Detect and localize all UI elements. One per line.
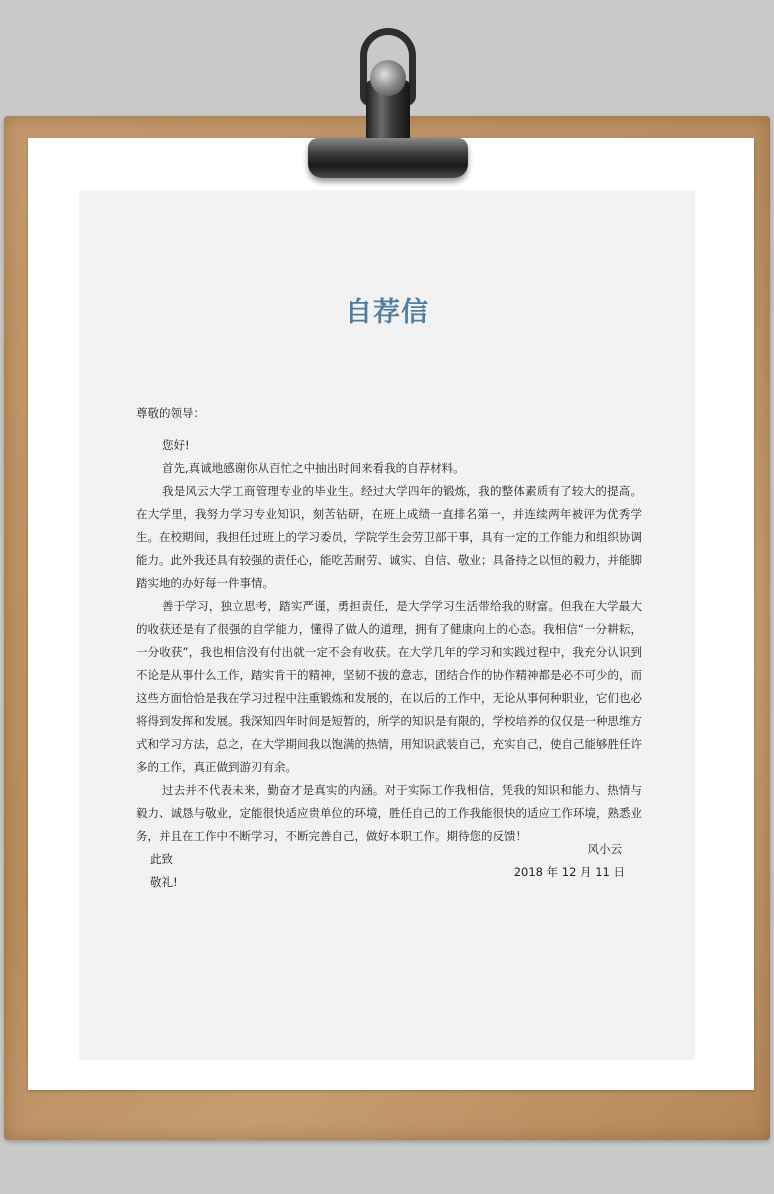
letter-date: 2018 年 12 月 11 日 <box>513 865 625 879</box>
signature-block <box>470 838 625 884</box>
greeting: 您好! <box>162 438 190 452</box>
paragraph-strengths: 善于学习，独立思考，踏实严谨，勇担责任，是大学学习生活带给我的财富。但我在大学最大的收获还是有了很强的自学能力，懂得了做人的道理，拥有了健康向上的心态。我相信“一分耕耘，一分收获”，我也相信没有付出就一定不会有收获。在大学几年的学习和实践过程中，我充分认识到不论是从事什么工作，踏实肯干的精神，坚韧不拔的意志，团结合作的协作精神都是必不可少的，而这些方面恰恰是我在学习过程中注重锻炼和发展的，在以后的工作中，无论从事何种职业，它们也必将得到发挥和发展。我深知四年时间是短暂的，所学的知识是有限的，学校培养的仅仅是一种思维方式和学习方法，总之，在大学期间我以饱满的热情，用知识武装自己，充实自己，使自己能够胜任许多的工作，真正做到游刃有余。 <box>136 599 642 774</box>
paragraph-conclusion: 过去并不代表未来，勤奋才是真实的内涵。对于实际工作我相信，凭我的知识和能力、热情与毅力、诚恳与敬业，定能很快适应贵单位的环境，胜任自己的工作我能很快的适应工作环境，熟悉业务，并且在工作中不断学习，不断完善自己，做好本职工作。期待您的反馈！ <box>136 783 642 843</box>
clip-pivot <box>370 60 406 96</box>
paragraph-introduction: 我是风云大学工商管理专业的毕业生。经过大学四年的锻炼，我的整体素质有了较大的提高。在大学里，我努力学习专业知识，刻苦钻研，在班上成绩一直排名第一，并连续两年被评为优秀学生。在校期间，我担任过班上的学习委员，学院学生会劳卫部干事，具有一定的工作能力和组织协调能力。此外我还具有较强的责任心，能吃苦耐劳、诚实、自信、敬业；具备持之以恒的毅力，并能脚踏实地的办好每一件事情。 <box>136 484 642 590</box>
paragraph-thanks: 首先,真诚地感谢你从百忙之中抽出时间来看我的自荐材料。 <box>162 461 465 475</box>
closing-line-2: 敬礼! <box>150 875 178 889</box>
letter-title: 自荐信 <box>345 297 429 328</box>
clip-base <box>308 138 468 178</box>
salutation: 尊敬的领导： <box>136 406 205 420</box>
binder-clip-icon <box>290 20 486 180</box>
letter-body <box>136 402 642 894</box>
closing-line-1: 此致 <box>150 852 173 866</box>
signer-name: 风小云 <box>587 842 622 856</box>
